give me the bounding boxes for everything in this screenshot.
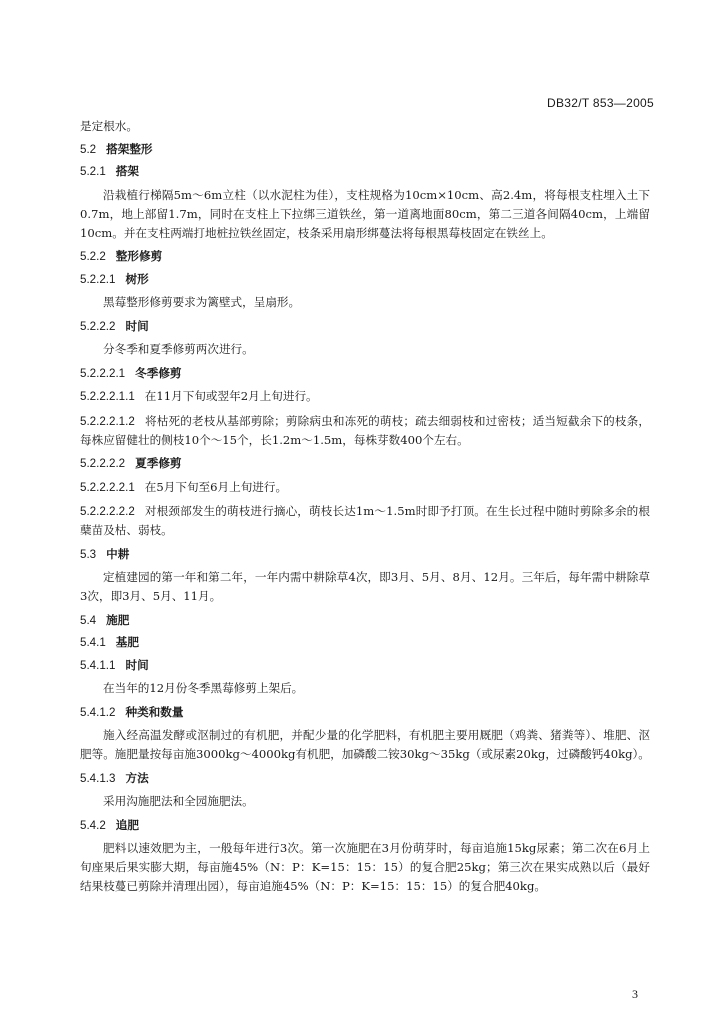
section-heading-5-2-2: 5.2.2 整形修剪 — [80, 249, 163, 263]
paragraph-cultivation: 定植建园的第一年和第二年，一年内需中耕除草4次，即3月、5月、8月、12月。三年后，每年需中耕除草3次，即3月、5月、11月。 — [80, 570, 650, 603]
standard-code: DB32/T 853—2005 — [546, 96, 654, 110]
section-heading-5-4: 5.4 施肥 — [80, 612, 130, 627]
section-heading-5-2-1: 5.2.1 搭架 — [80, 164, 139, 178]
section-heading-5-2-2-2: 5.2.2.2 时间 — [80, 318, 149, 333]
paragraph-trellis: 沿栽植行梯隔5m～6m立柱（以水泥柱为佳），支柱规格为10cm×10cm、高2.4m，将每根支柱埋入土下0.7m，地上部留1.7m，同时在支柱上下拉绑三道铁丝，第一道离地面80cm，第二三道各间隔40cm，上端留10cm。并在支柱两端打地桩拉铁丝固定，枝条采用扇形绑蔓法将每根黑莓枝固定在铁丝上。 — [80, 187, 650, 240]
paragraph-top-dressing: 肥料以速效肥为主，一般每年进行3次。第一次施肥在3月份萌芽时，每亩追施15kg尿素；第二次在6月上旬座果后果实膨大期，每亩施45%（N：P：K=15：15：15）的复合肥25kg；第三次在果实成熟以后（最好结果枝蔓已剪除并清理出园），每亩追施45%（N：P：K=15：15：15）的复合肥40kg。 — [80, 841, 650, 893]
section-heading-5-4-1-2: 5.4.1.2 种类和数量 — [80, 704, 184, 719]
document-body — [80, 118, 650, 902]
paragraph-fertilizer-types: 施入经高温发酵或沤制过的有机肥，并配少量的化学肥料，有机肥主要用厩肥（鸡粪、猪粪等）、堆肥、沤肥等。施肥量按每亩施3000kg～4000kg有机肥，加磷酸二铵30kg～35kg（或尿素20kg，过磷酸钙40kg）。 — [80, 728, 650, 761]
section-heading-5-2-2-2-2: 5.2.2.2.2 夏季修剪 — [80, 456, 182, 470]
paragraph-pruning-time: 分冬季和夏季修剪两次进行。 — [103, 342, 254, 356]
numbered-clause-5-2-2-2-2-1: 5.2.2.2.2.1 在5月下旬至6月上旬进行。 — [80, 479, 288, 494]
section-heading-5-2-2-2-1: 5.2.2.2.1 冬季修剪 — [80, 365, 182, 380]
numbered-clause-5-2-2-2-1-2: 5.2.2.2.1.2 将枯死的老枝从基部剪除；剪除病虫和冻死的萌枝；疏去细弱枝和过密枝；适当短截余下的枝条，每株应留健壮的侧枝10个～15个，长1.2m～1.5m，每株芽数400个左右。 — [80, 413, 650, 447]
paragraph-base-fertilizer-time: 在当年的12月份冬季黑莓修剪上架后。 — [103, 681, 304, 695]
section-heading-5-4-1-1: 5.4.1.1 时间 — [80, 657, 149, 672]
section-heading-5-4-1-3: 5.4.1.3 方法 — [80, 770, 149, 785]
page-number: 3 — [632, 987, 638, 1001]
section-heading-5-2: 5.2 搭架整形 — [80, 141, 153, 156]
section-heading-5-3: 5.3 中耕 — [80, 546, 130, 561]
continued-text: 是定根水。 — [80, 119, 138, 133]
section-heading-5-4-1: 5.4.1 基肥 — [80, 635, 139, 649]
paragraph-fertilizer-method: 采用沟施肥法和全园施肥法。 — [103, 794, 254, 808]
numbered-clause-5-2-2-2-2-2: 5.2.2.2.2.2 对根颈部发生的萌枝进行摘心，萌枝长达1m～1.5m时即予打顶。在生长过程中随时剪除多余的根蘖苗及枯、弱枝。 — [80, 504, 650, 537]
paragraph-tree-shape: 黑莓整形修剪要求为篱壁式，呈扇形。 — [103, 295, 301, 309]
numbered-clause-5-2-2-2-1-1: 5.2.2.2.1.1 在11月下旬或翌年2月上旬进行。 — [80, 389, 318, 403]
section-heading-5-2-2-1: 5.2.2.1 树形 — [80, 271, 149, 286]
section-heading-5-4-2: 5.4.2 追肥 — [80, 817, 139, 832]
